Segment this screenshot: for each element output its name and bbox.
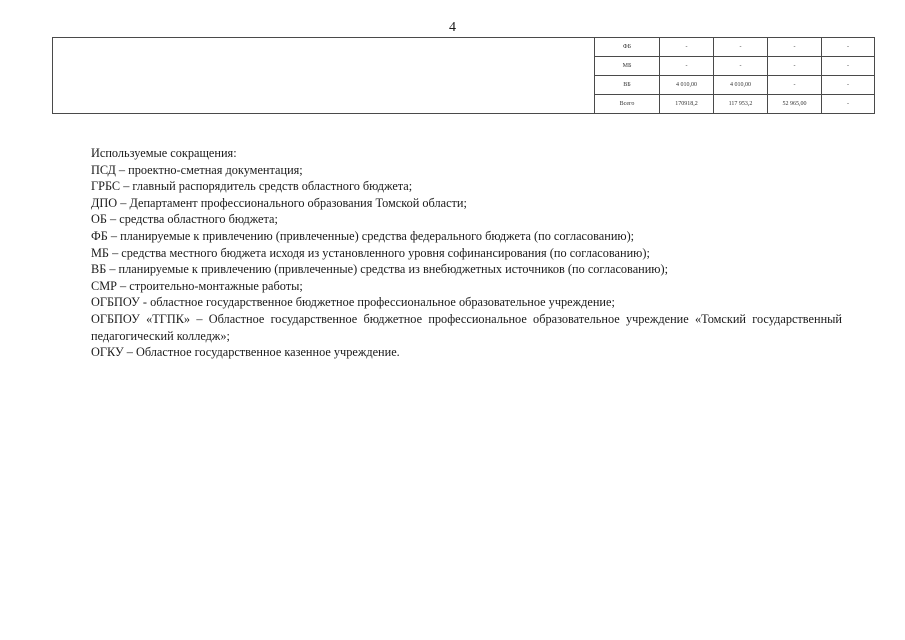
value-cell: - bbox=[822, 76, 875, 95]
page-number: 4 bbox=[449, 20, 456, 35]
abbreviations-heading: Используемые сокращения: bbox=[91, 146, 237, 160]
value-cell: - bbox=[714, 38, 768, 57]
value-cell: 170918,2 bbox=[660, 95, 714, 114]
value-cell: - bbox=[660, 57, 714, 76]
value-cell: - bbox=[714, 57, 768, 76]
source-cell: Всего bbox=[595, 95, 660, 114]
abbreviation-item: ОБ – средства областного бюджета; bbox=[91, 212, 278, 227]
abbreviation-item: ВБ – планируемые к привлечению (привлеченные) средства из внебюджетных источников (по согласованию); bbox=[91, 262, 669, 277]
source-cell: МБ bbox=[595, 57, 660, 76]
abbreviation-item: ФБ – планируемые к привлечению (привлеченные) средства федерального бюджета (по согласованию); bbox=[91, 228, 635, 243]
value-cell: - bbox=[768, 76, 822, 95]
abbreviation-item: ПСД – проектно-сметная документация; bbox=[91, 162, 303, 177]
source-cell: ВБ bbox=[595, 76, 660, 95]
abbreviations-section bbox=[91, 145, 842, 361]
value-cell: - bbox=[822, 38, 875, 57]
value-cell: - bbox=[822, 95, 875, 114]
value-cell: - bbox=[822, 57, 875, 76]
abbreviation-item: ДПО – Департамент профессионального образования Томской области; bbox=[91, 195, 467, 210]
value-cell: 117 953,2 bbox=[714, 95, 768, 114]
abbreviation-item: МБ – средства местного бюджета исходя из установленного уровня софинансирования (по согласованию); bbox=[91, 245, 650, 260]
funding-table bbox=[52, 37, 875, 114]
abbreviation-item: ОГБПОУ - областное государственное бюджетное профессиональное образовательное учреждение; bbox=[91, 295, 615, 310]
value-cell: - bbox=[768, 57, 822, 76]
value-cell: 4 010,00 bbox=[660, 76, 714, 95]
value-cell: 52 965,00 bbox=[768, 95, 822, 114]
abbreviation-item: ОГБПОУ «ТГПК» – Областное государственное бюджетное профессиональное образовательное учреждение «Томский государственный педагогический колледж»; bbox=[91, 311, 842, 343]
abbreviation-item: ГРБС – главный распорядитель средств областного бюджета; bbox=[91, 179, 413, 194]
empty-cell bbox=[53, 38, 595, 114]
source-cell: ФБ bbox=[595, 38, 660, 57]
abbreviation-item: СМР – строительно-монтажные работы; bbox=[91, 278, 303, 293]
abbreviation-item: ОГКУ – Областное государственное казенное учреждение. bbox=[91, 345, 400, 360]
table-row bbox=[53, 38, 875, 57]
value-cell: - bbox=[768, 38, 822, 57]
value-cell: - bbox=[660, 38, 714, 57]
value-cell: 4 010,00 bbox=[714, 76, 768, 95]
